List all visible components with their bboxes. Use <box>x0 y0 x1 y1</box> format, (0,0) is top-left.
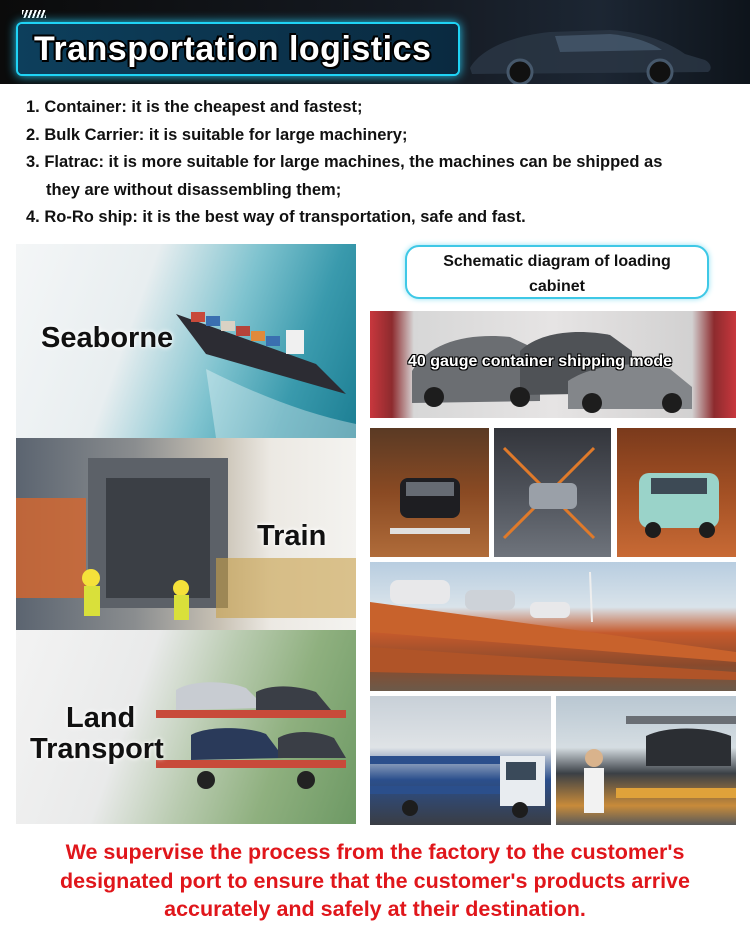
truck-carrier-image-1 <box>370 696 551 825</box>
land-label-line2: Transport <box>30 733 164 765</box>
blue-truck-icon <box>370 696 551 825</box>
schematic-label-box <box>405 245 709 299</box>
list-item-continuation: they are without disassembling them; <box>46 180 342 199</box>
transport-options-list <box>26 94 738 232</box>
container-photo-1 <box>370 428 489 557</box>
container-photo-2 <box>494 428 611 557</box>
train-image <box>16 438 356 630</box>
car-in-container-icon <box>370 428 489 557</box>
schematic-label-line1: Schematic diagram of loading <box>443 253 671 270</box>
list-item: 3. Flatrac: it is more suitable for large machines, the machines can be shipped as <box>26 153 663 171</box>
schematic-label-line2: cabinet <box>528 278 585 295</box>
container-loading-image <box>370 311 736 418</box>
page-title: Transportation logistics <box>34 30 432 68</box>
container-caption: 40 gauge container shipping mode <box>408 353 673 370</box>
car-silhouette-image <box>460 6 720 84</box>
strapped-car-icon <box>494 428 611 557</box>
header-banner <box>0 0 750 84</box>
footer-statement <box>20 838 730 924</box>
seaborne-label: Seaborne <box>41 322 174 354</box>
land-transport-image <box>16 630 356 824</box>
rail-carrier-icon <box>370 562 736 691</box>
rail-car-carrier-image <box>370 562 736 691</box>
land-label-line1: Land <box>66 702 136 734</box>
footer-line3: accurately and safely at their destination. <box>164 897 586 921</box>
list-item: 2. Bulk Carrier: it is suitable for large machinery; <box>26 125 408 144</box>
list-item: 4. Ro-Ro ship: it is the best way of transportation, safe and fast. <box>26 208 526 226</box>
footer-line2: designated port to ensure that the customer's products arrive <box>60 868 690 893</box>
train-label: Train <box>257 520 327 552</box>
truck-carrier-image-2 <box>556 696 736 825</box>
footer-line1: We supervise the process from the factory to the customer's <box>65 840 685 864</box>
list-item: 1. Container: it is the cheapest and fastest; <box>26 98 363 116</box>
teal-car-icon <box>617 428 736 557</box>
seaborne-image <box>16 244 356 438</box>
person-with-truck-icon <box>556 696 736 825</box>
decorative-stripes <box>22 10 46 18</box>
title-box <box>18 24 458 74</box>
container-photo-3 <box>617 428 736 557</box>
